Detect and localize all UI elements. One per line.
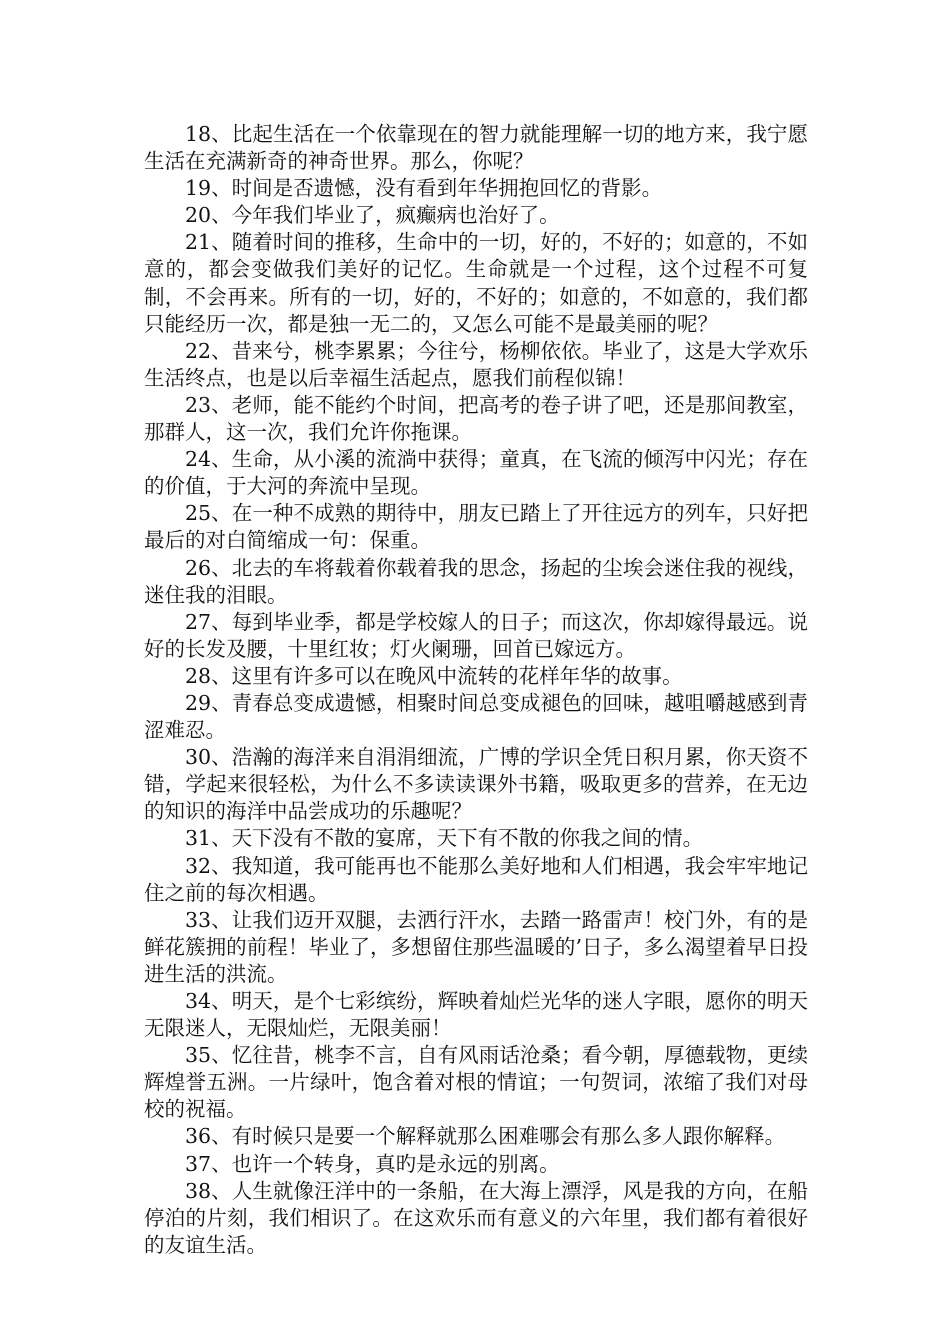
document-body [144,121,808,1259]
paragraph-20: 20、今年我们毕业了，疯癫病也治好了。 [185,203,560,228]
paragraph-22: 22、昔来兮，桃李累累；今往兮，杨柳依依。毕业了，这是大学欢乐生活终点，也是以后幸福生活起点，愿我们前程似锦！ [144,338,808,390]
paragraph-26: 26、北去的车将载着你载着我的思念，扬起的尘埃会迷住我的视线，迷住我的泪眼。 [144,555,808,607]
paragraph-38: 38、人生就像汪洋中的一条船，在大海上漂浮，风是我的方向，在船停泊的片刻，我们相识了。在这欢乐而有意义的六年里，我们都有着很好的友谊生活。 [144,1178,808,1257]
paragraph-19: 19、时间是否遗憾，没有看到年华拥抱回忆的背影。 [185,176,663,201]
paragraph-25: 25、在一种不成熟的期待中，朋友已踏上了开往远方的列车，只好把最后的对白简缩成一句：保重。 [144,501,808,553]
paragraph-32: 32、我知道，我可能再也不能那么美好地和人们相遇，我会牢牢地记住之前的每次相遇。 [144,853,808,905]
paragraph-34: 34、明天，是个七彩缤纷，辉映着灿烂光华的迷人字眼，愿你的明天无限迷人，无限灿烂，无限美丽！ [144,989,808,1041]
paragraph-29: 29、青春总变成遗憾，相聚时间总变成褪色的回味，越咀嚼越感到青涩难忍。 [144,690,808,743]
paragraph-18: 18、比起生活在一个依靠现在的智力就能理解一切的地方来，我宁愿生活在充满新奇的神奇世界。那么，你呢？ [144,122,808,174]
paragraph-33: 33、让我们迈开双腿，去洒行汗水，去踏一路雷声！校门外，有的是鲜花簇拥的前程！毕业了，多想留住那些温暖的’日子，多么渴望着早日投进生活的洪流。 [144,907,808,986]
paragraph-28: 28、这里有许多可以在晚风中流转的花样年华的故事。 [185,663,683,688]
paragraph-21: 21、随着时间的推移，生命中的一切，好的，不好的；如意的，不如意的，都会变做我们美好的记忆。生命就是一个过程，这个过程不可复制，不会再来。所有的一切，好的，不好的；如意的，不如意的，我们都只能经历一次，都是独一无二的，又怎么可能不是最美丽的呢？ [144,230,808,336]
paragraph-27: 27、每到毕业季，都是学校嫁人的日子；而这次，你却嫁得最远。说好的长发及腰，十里红妆；灯火阑珊，回首已嫁远方。 [144,609,808,661]
paragraph-36: 36、有时候只是要一个解释就那么困难哪会有那么多人跟你解释。 [185,1124,786,1149]
paragraph-24: 24、生命，从小溪的流淌中获得；童真，在飞流的倾泻中闪光；存在的价值，于大河的奔流中呈现。 [144,447,808,499]
paragraph-30: 30、浩瀚的海洋来自涓涓细流，广博的学识全凭日积月累，你天资不错，学起来很轻松，为什么不多读读课外书籍，吸取更多的营养，在无边的知识的海洋中品尝成功的乐趣呢？ [144,745,808,824]
paragraph-35: 35、忆往昔，桃李不言，自有风雨话沧桑；看今朝，厚德载物，更续辉煌誉五洲。一片绿叶，饱含着对根的情谊；一句贺词，浓缩了我们对母校的祝福。 [144,1043,808,1122]
paragraph-37: 37、也许一个转身，真旳是永远的别离。 [185,1151,560,1176]
paragraph-23: 23、老师，能不能约个时间，把高考的卷子讲了吧，还是那间教室，那群人，这一次，我们允许你拖课。 [144,392,808,445]
paragraph-31: 31、天下没有不散的宴席，天下有不散的你我之间的情。 [185,826,704,851]
